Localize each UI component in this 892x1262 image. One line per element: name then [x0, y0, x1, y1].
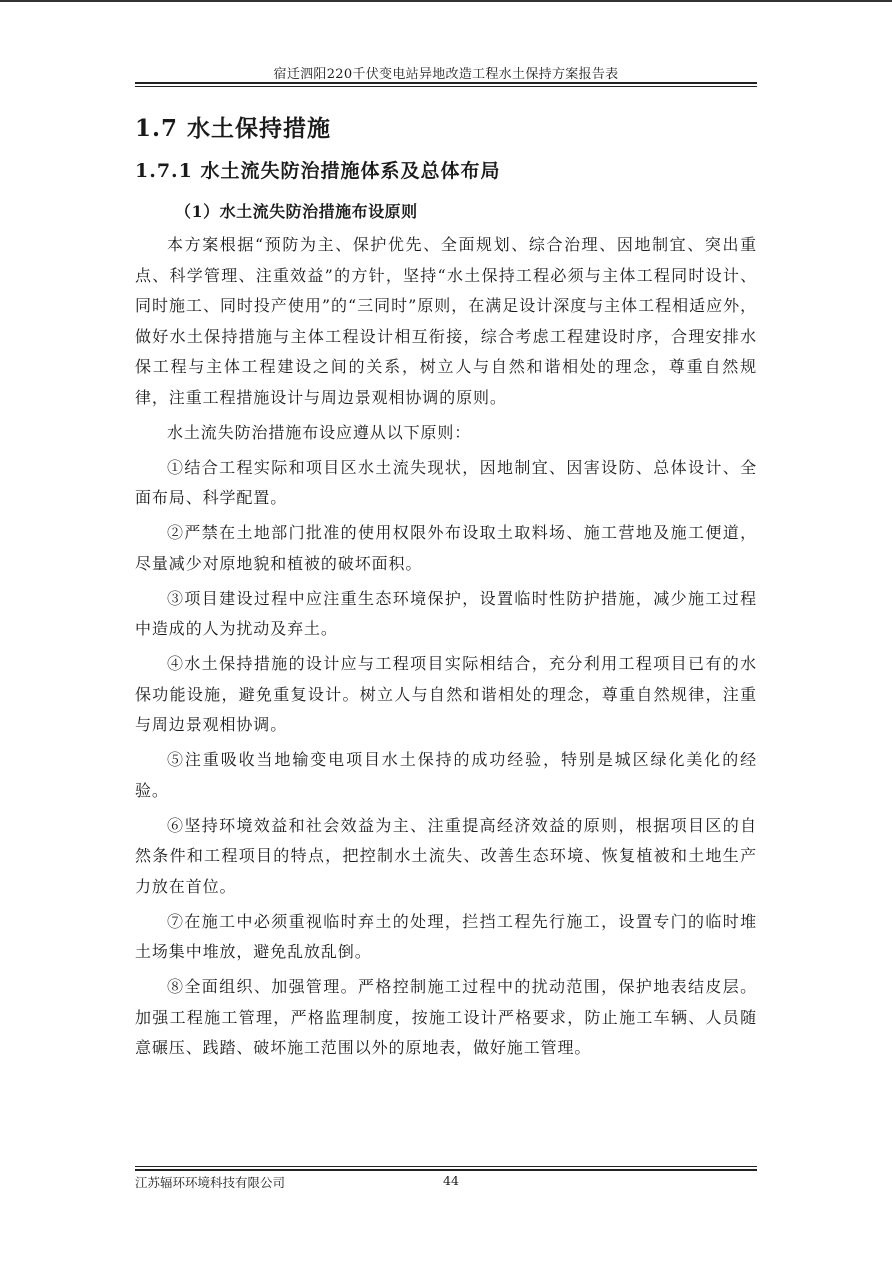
section-heading: 1.7 水土保持措施: [135, 115, 332, 142]
header-rule: [135, 82, 757, 84]
footer-company: 江苏辐环环境科技有限公司: [135, 1175, 286, 1190]
page-number: 44: [443, 1173, 459, 1188]
paragraph: ⑧全面组织、加强管理。严格控制施工过程中的扰动范围，保护地表结皮层。加强工程施工管理，严格监理制度，按施工设计严格要求，防止施工车辆、人员随意碾压、践踏、破坏施工范围以外的原地表，做好施工管理。: [135, 977, 757, 1057]
paragraph: ⑤注重吸收当地输变电项目水土保持的成功经验，特别是城区绿化美化的经验。: [135, 750, 757, 800]
running-header: 宿迁泗阳220千伏变电站异地改造工程水土保持方案报告表: [273, 67, 619, 82]
paragraph: 水土流失防治措施布设应遵从以下原则：: [167, 422, 472, 442]
paragraph: ⑥坚持环境效益和社会效益为主、注重提高经济效益的原则，根据项目区的自然条件和工程项目的特点，把控制水土流失、改善生态环境、恢复植被和土地生产力放在首位。: [135, 815, 757, 896]
header-rule-thin: [135, 86, 757, 87]
footer-rule: [135, 1169, 757, 1171]
scan-top-edge: [0, 0, 892, 2]
subsection-heading: 1.7.1 水土流失防治措施体系及总体布局: [135, 160, 501, 182]
paragraph: ⑦在施工中必须重视临时弃土的处理，拦挡工程先行施工，设置专门的临时堆土场集中堆放，避免乱放乱倒。: [135, 911, 757, 961]
sub-subsection-heading: （1）水土流失防治措施布设原则: [175, 202, 418, 221]
paragraph: ①结合工程实际和项目区水土流失现状，因地制宜、因害设防、总体设计、全面布局、科学配置。: [135, 457, 757, 507]
paragraph: 本方案根据“预防为主、保护优先、全面规划、综合治理、因地制宜、突出重点、科学管理、注重效益”的方针，坚持“水土保持工程必须与主体工程同时设计、同时施工、同时投产使用”的“三同时”原则，在满足设计深度与主体工程相适应外，做好水土保持措施与主体工程设计相互衔接，综合考虑工程建设时序，合理安排水保工程与主体工程建设之间的关系，树立人与自然和谐相处的理念，尊重自然规律，注重工程措施设计与周边景观相协调的原则。: [135, 235, 757, 407]
body-text: [135, 230, 757, 1068]
paragraph: ④水土保持措施的设计应与工程项目实际相结合，充分利用工程项目已有的水保功能设施，避免重复设计。树立人与自然和谐相处的理念，尊重自然规律，注重与周边景观相协调。: [135, 654, 757, 734]
footer-rule-thin: [135, 1166, 757, 1167]
paragraph: ③项目建设过程中应注重生态环境保护，设置临时性防护措施，减少施工过程中造成的人为扰动及弃土。: [135, 588, 757, 638]
paragraph: ②严禁在土地部门批准的使用权限外布设取土取料场、施工营地及施工便道，尽量减少对原地貌和植被的破坏面积。: [135, 523, 757, 573]
